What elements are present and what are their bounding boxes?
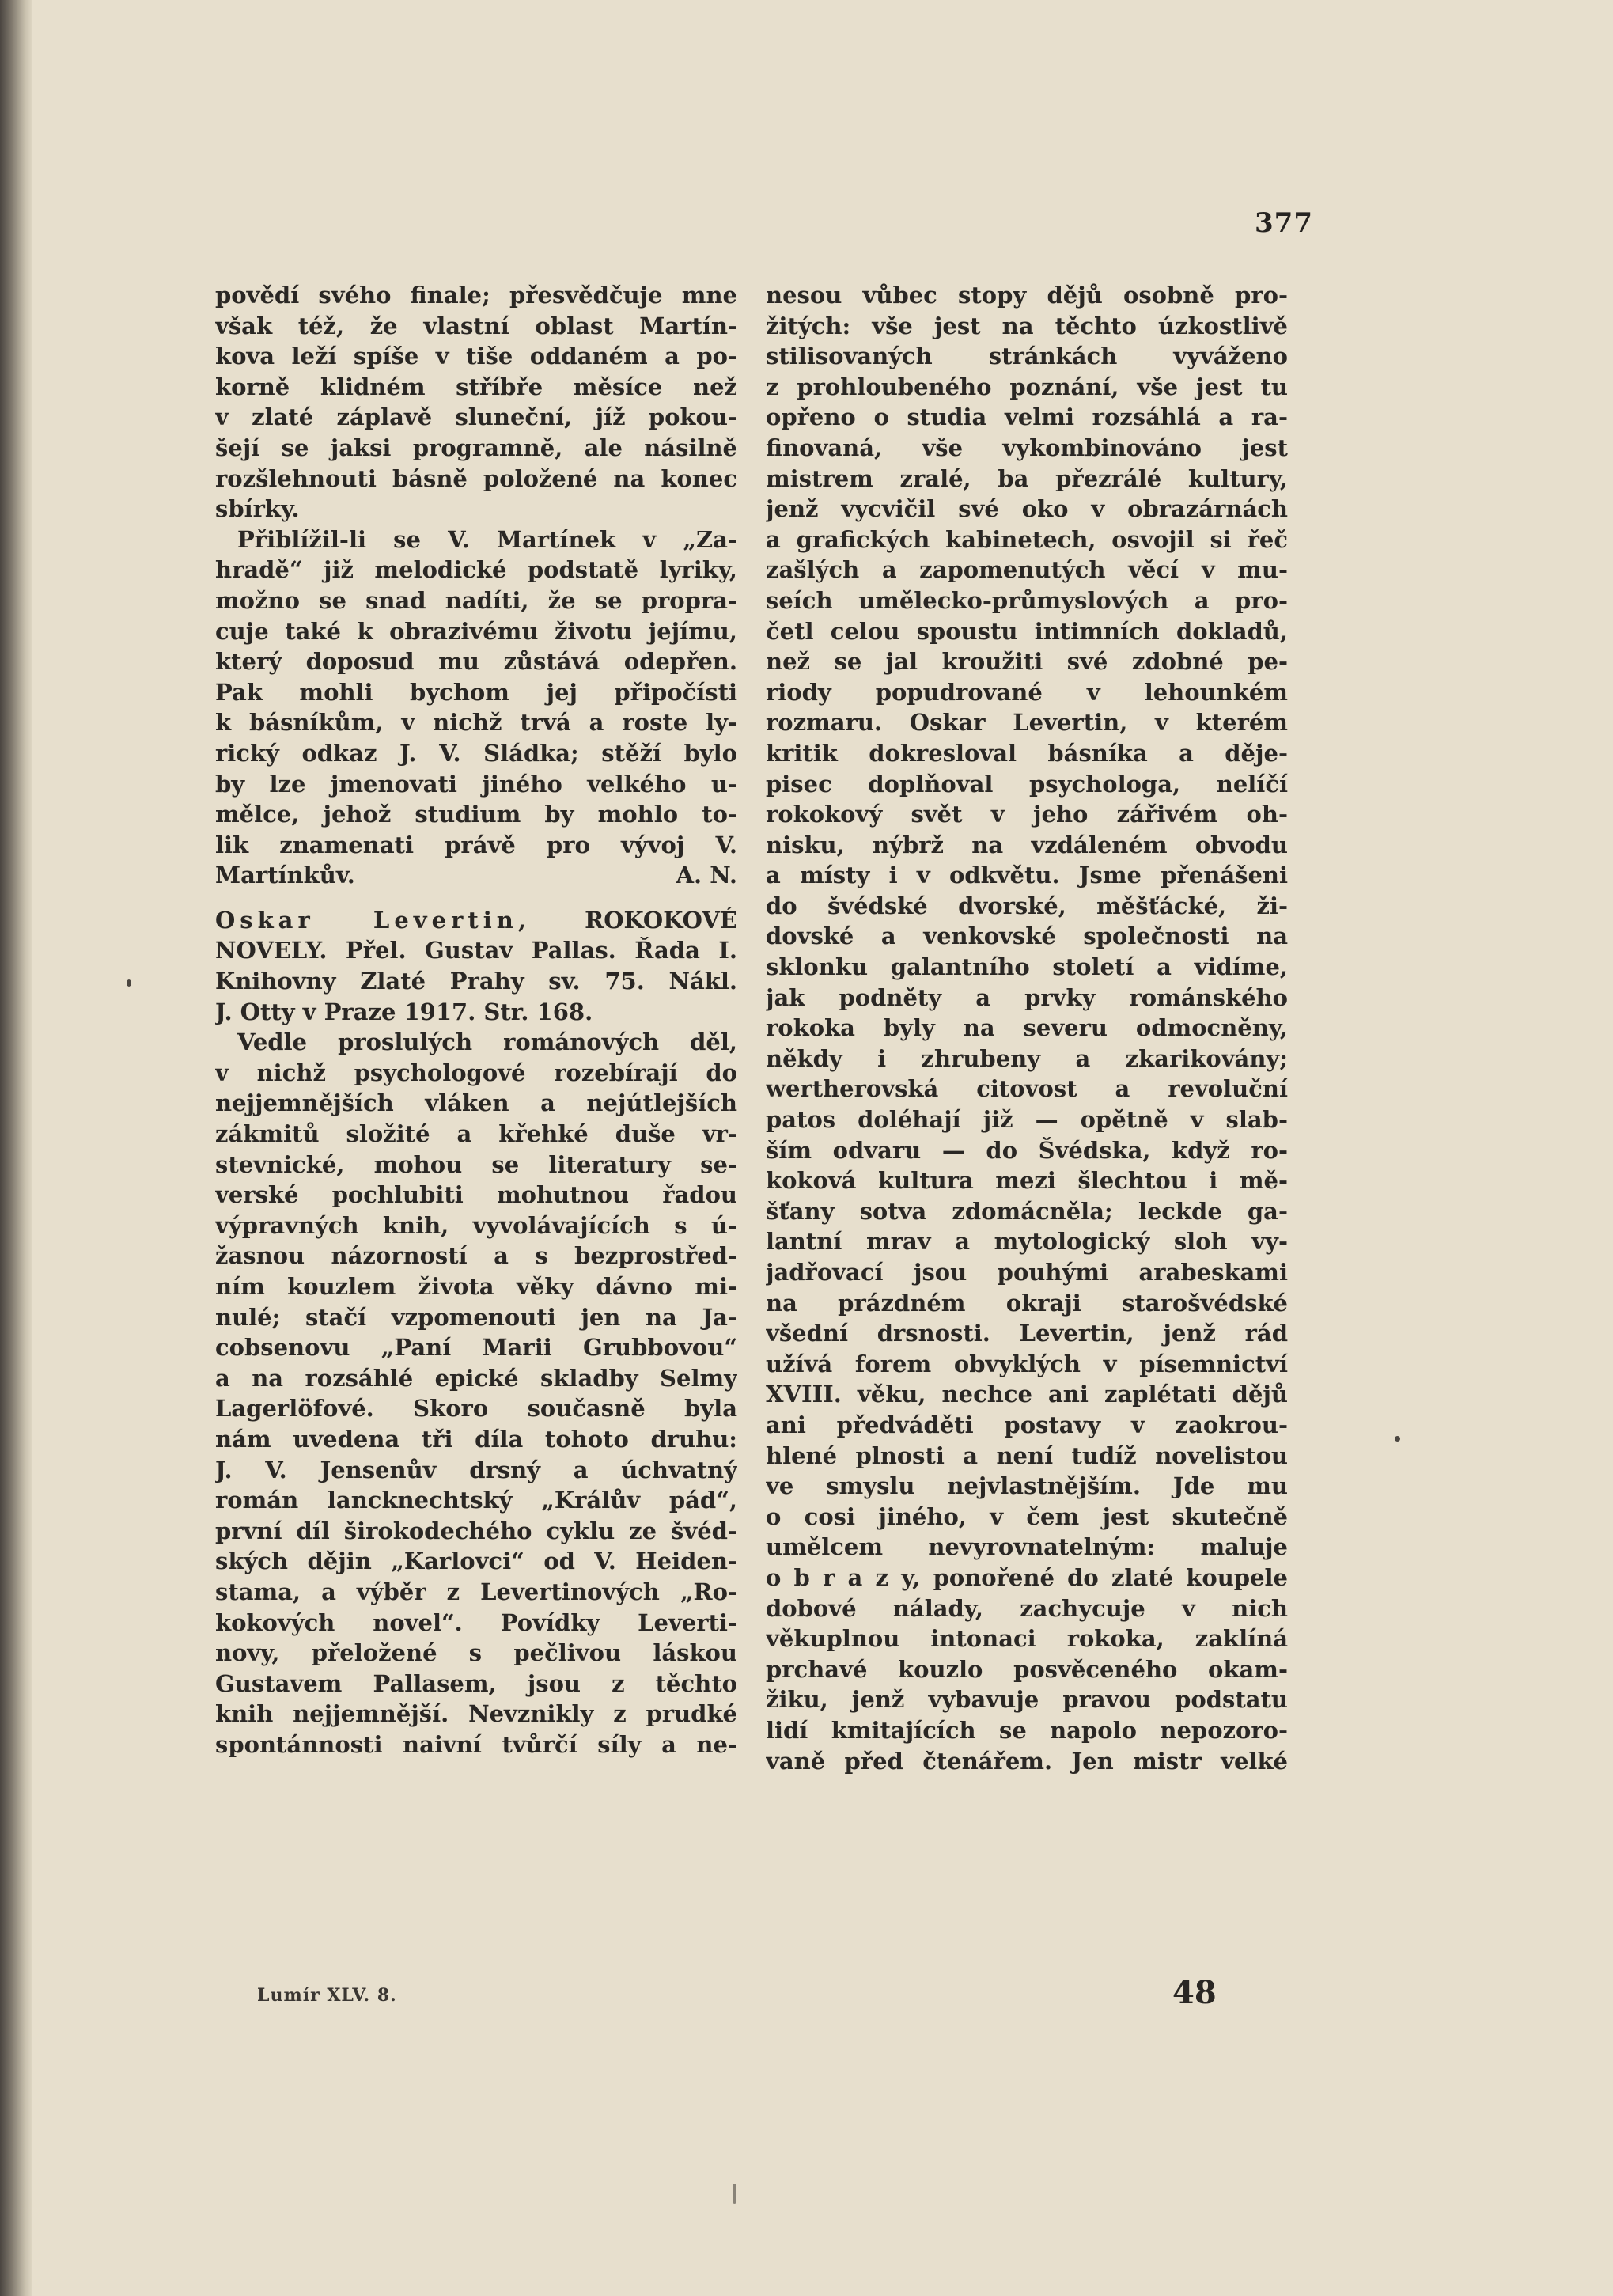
text-line: v nichž psychologové rozebírají do xyxy=(215,1059,737,1086)
text-line: ani předváděti postavy v zaokrou- xyxy=(766,1411,1288,1438)
text-line: užívá forem obvyklých v písemnictví xyxy=(766,1350,1288,1377)
text-line: o b r a z y, ponořené do zlaté koupele xyxy=(766,1563,1288,1591)
text-line: koková kultura mezi šlechtou i mě- xyxy=(766,1167,1288,1195)
text-line: knih nejjemnější. Nevznikly z prudké xyxy=(215,1700,737,1728)
text-line: pisec doplňoval psychologa, nelíčí xyxy=(766,770,1288,798)
text-line: jak podněty a prvky románského xyxy=(766,983,1288,1011)
text-line: žasnou názorností a s bezprostřed- xyxy=(215,1242,737,1270)
review-bibliographic-heading xyxy=(215,935,737,1027)
text-line: lik znamenati právě pro vývoj V. xyxy=(215,831,737,858)
print-speck xyxy=(1395,1436,1400,1442)
text-line: k básníkům, v nichž trvá a roste ly- xyxy=(215,709,737,737)
print-speck xyxy=(733,2184,736,2204)
text-line: prchavé kouzlo posvěceného okam- xyxy=(766,1655,1288,1683)
text-line: kokových novel“. Povídky Leverti- xyxy=(215,1608,737,1636)
text-line: někdy i zhrubeny a zkarikovány; xyxy=(766,1044,1288,1072)
reviewer-initials: A. N. xyxy=(676,862,737,889)
text-line: cobsenovu „Paní Marii Grubbovou“ xyxy=(215,1334,737,1362)
text-line: rokokový svět v jeho zářivém oh- xyxy=(766,801,1288,828)
text-line: hradě“ již melodické podstatě lyriky, xyxy=(215,556,737,584)
text-line: wertherovská citovost a revoluční xyxy=(766,1075,1288,1103)
text-line: sklonku galantního století a vidíme, xyxy=(766,953,1288,981)
text-line: Knihovny Zlaté Prahy sv. 75. Nákl. xyxy=(215,968,737,995)
text-line: ším odvaru — do Švédska, když ro- xyxy=(766,1136,1288,1164)
text-line: výpravných knih, vyvolávajících s ú- xyxy=(215,1211,737,1239)
text-line: kova leží spíše v tiše oddaném a po- xyxy=(215,343,737,370)
text-line: NOVELY. Přel. Gustav Pallas. Řada I. xyxy=(215,937,737,964)
text-line: stevnické, mohou se literatury se- xyxy=(215,1150,737,1178)
text-line: novy, přeložené s pečlivou láskou xyxy=(215,1639,737,1667)
text-line: cuje také k obrazivému životu jejímu, xyxy=(215,617,737,645)
text-line: šťany sotva zdomácněla; leckde ga- xyxy=(766,1197,1288,1225)
text-line: finovaná, vše vykombinováno jest xyxy=(766,434,1288,461)
review-book-author: Oskar Levertin, xyxy=(215,906,531,934)
text-line: Gustavem Pallasem, jsou z těchto xyxy=(215,1669,737,1697)
text-line: mistrem zralé, ba přezrálé kultury, xyxy=(766,464,1288,492)
text-line: rozšlehnouti básně položené na konec xyxy=(215,464,737,492)
section-gap xyxy=(215,891,737,905)
text-line: Lagerlöfové. Skoro současně byla xyxy=(215,1395,737,1423)
page-number: 377 xyxy=(1255,207,1313,239)
text-line: zašlých a zapomenutých věcí v mu- xyxy=(766,556,1288,584)
text-line: spontánnosti naivní tvůrčí síly a ne- xyxy=(215,1730,737,1758)
text-line: román lancknechtský „Králův pád“, xyxy=(215,1487,737,1514)
text-line: stilisovaných stránkách vyváženo xyxy=(766,343,1288,370)
text-line: verské pochlubiti mohutnou řadou xyxy=(215,1181,737,1209)
text-line: věkuplnou intonaci rokoka, zaklíná xyxy=(766,1625,1288,1653)
text-line: o cosi jiného, v čem jest skutečně xyxy=(766,1502,1288,1530)
text-line: umělcem nevyrovnatelným: maluje xyxy=(766,1533,1288,1561)
text-line: jadřovací jsou pouhými arabeskami xyxy=(766,1259,1288,1286)
print-speck xyxy=(127,979,131,987)
text-line: sbírky. xyxy=(215,495,300,523)
text-line: než se jal kroužiti své zdobné pe- xyxy=(766,648,1288,676)
text-line: patos doléhají již — opětně v slab- xyxy=(766,1106,1288,1134)
text-line: zákmitů složité a křehké duše vr- xyxy=(215,1120,737,1148)
text-line: korně klidném stříbře měsíce než xyxy=(215,373,737,400)
text-line: rozmaru. Oskar Levertin, v kterém xyxy=(766,709,1288,737)
text-line: hlené plnosti a není tudíž novelistou xyxy=(766,1442,1288,1469)
text-line: ním kouzlem života věky dávno mi- xyxy=(215,1273,737,1300)
text-line: který doposud mu zůstává odepřen. xyxy=(215,648,737,676)
text-line: a místy i v odkvětu. Jsme přenášeni xyxy=(766,862,1288,889)
review-book-title: ROKOKOVÉ xyxy=(585,906,737,934)
paragraph-review-body xyxy=(215,1027,737,1760)
text-line: riody popudrované v lehounkém xyxy=(766,678,1288,706)
text-line: nesou vůbec stopy dějů osobně pro- xyxy=(766,282,1288,309)
text-line: žiku, jenž vybavuje pravou podstatu xyxy=(766,1686,1288,1714)
text-line: povědí svého finale; přesvědčuje mne xyxy=(215,282,737,309)
sheet-number: 48 xyxy=(1172,1974,1217,2011)
text-line: nulé; stačí vzpomenouti jen na Ja- xyxy=(215,1303,737,1331)
paragraph-review-continued xyxy=(766,280,1288,1776)
text-line: a grafických kabinetech, osvojil si řeč xyxy=(766,525,1288,553)
text-line: ve smyslu nejvlastnějším. Jde mu xyxy=(766,1472,1288,1500)
text-line: možno se snad nadíti, že se propra- xyxy=(215,586,737,614)
text-line: rokoka byly na severu odmocněny, xyxy=(766,1014,1288,1042)
text-line: nejjemnějších vláken a nejútlejších xyxy=(215,1089,737,1117)
text-line: Vedle proslulých románových děl, xyxy=(237,1029,737,1056)
text-line: lantní mrav a mytologický sloh vy- xyxy=(766,1228,1288,1256)
text-line: stama, a výběr z Levertinových „Ro- xyxy=(215,1578,737,1605)
text-line: četl celou spoustu intimních dokladů, xyxy=(766,617,1288,645)
text-line: XVIII. věku, nechce ani zaplétati dějů xyxy=(766,1381,1288,1408)
text-line: lidí kmitajících se napolo nepozoro- xyxy=(766,1716,1288,1744)
reviewed-author-possessive: Martínkův. xyxy=(215,862,355,889)
text-line: by lze jmenovati jiného velkého u- xyxy=(215,770,737,798)
text-line: opřeno o studia velmi rozsáhlá a ra- xyxy=(766,404,1288,431)
text-line: dovské a venkovské společnosti na xyxy=(766,923,1288,950)
text-line: na prázdném okraji starošvédské xyxy=(766,1289,1288,1317)
left-text-column xyxy=(215,280,737,1760)
text-line: seích umělecko-průmyslových a pro- xyxy=(766,586,1288,614)
text-line: vaně před čtenářem. Jen mistr velké xyxy=(766,1747,1288,1775)
text-line: kritik dokresloval básníka a děje- xyxy=(766,739,1288,767)
journal-signature: Lumír XLV. 8. xyxy=(257,1985,397,2006)
text-line: všední drsnosti. Levertin, jenž rád xyxy=(766,1320,1288,1347)
text-line: Přiblížil-li se V. Martínek v „Za- xyxy=(237,525,737,553)
text-line: v zlaté záplavě sluneční, jíž pokou- xyxy=(215,404,737,431)
text-line: J. V. Jensenův drsný a úchvatný xyxy=(215,1456,737,1483)
review-heading-first-line xyxy=(215,905,737,936)
text-line: rický odkaz J. V. Sládka; stěží bylo xyxy=(215,739,737,767)
text-line: nám uvedena tři díla tohoto druhu: xyxy=(215,1425,737,1453)
text-line: Pak mohli bychom jej připočísti xyxy=(215,678,737,706)
text-line: z prohloubeného poznání, vše jest tu xyxy=(766,373,1288,400)
text-line: žitých: vše jest na těchto úzkostlivě xyxy=(766,312,1288,339)
signature-line xyxy=(215,860,737,891)
text-line: ských dějin „Karlovci“ od V. Heiden- xyxy=(215,1548,737,1575)
text-line: však též, že vlastní oblast Martín- xyxy=(215,312,737,339)
text-line: do švédské dvorské, měšťácké, ži- xyxy=(766,892,1288,919)
paragraph-conclusion xyxy=(215,280,737,525)
text-line: mělce, jehož studium by mohlo to- xyxy=(215,801,737,828)
text-line: první díl širokodechého cyklu ze švéd- xyxy=(215,1517,737,1544)
right-text-column xyxy=(766,280,1288,1776)
text-line: šejí se jaksi programně, ale násilně xyxy=(215,434,737,461)
text-line: jenž vycvičil své oko v obrazárnách xyxy=(766,495,1288,523)
paragraph-martinek xyxy=(215,525,737,861)
book-spine-shadow xyxy=(0,0,32,2296)
text-line: a na rozsáhlé epické skladby Selmy xyxy=(215,1364,737,1392)
text-line: nisku, nýbrž na vzdáleném obvodu xyxy=(766,831,1288,858)
text-line: J. Otty v Praze 1917. Str. 168. xyxy=(215,998,593,1025)
text-line: dobové nálady, zachycuje v nich xyxy=(766,1594,1288,1622)
